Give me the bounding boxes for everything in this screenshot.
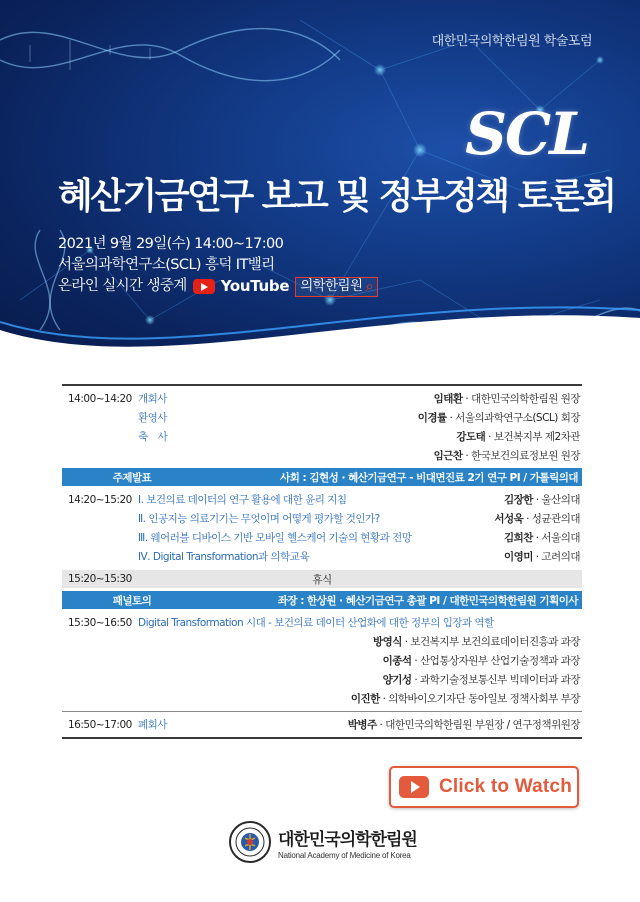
section-label: 패널토의 — [112, 594, 152, 607]
table-row — [62, 715, 582, 734]
role-cell: 축 사 — [138, 431, 168, 443]
speaker-cell: 강도태 · 보건복지부 제2차관 — [456, 431, 580, 443]
section-header-presentation — [62, 468, 582, 486]
panelist-cell: 양기성 · 과학기술정보통신부 빅데이터과 과장 — [382, 674, 580, 686]
panelist-cell: 방영식 · 보건복지부 보건의료데이터진흥과 과장 — [372, 636, 580, 648]
table-row — [62, 509, 582, 528]
talk-topic: Ⅰ. 보건의료 데이터의 연구 활용에 대한 윤리 지침 — [138, 494, 347, 506]
table-row — [62, 613, 582, 632]
click-to-watch-button[interactable] — [389, 766, 579, 808]
schedule-table — [62, 384, 582, 739]
break-row — [62, 570, 582, 588]
org-names — [278, 825, 417, 860]
stream-prefix: 온라인 실시간 생중계 — [58, 278, 187, 294]
play-icon — [399, 776, 429, 798]
speaker-cell: 이영미 · 고려의대 — [503, 551, 580, 563]
stream-info — [58, 276, 378, 297]
event-venue: 서울의과학연구소(SCL) 흥덕 IT밸리 — [58, 257, 275, 273]
panelist-cell: 이진한 · 의학바이오기자단 동아일보 정책사회부 부장 — [350, 693, 580, 705]
table-rule — [62, 737, 582, 739]
table-row — [62, 408, 582, 427]
table-row — [62, 651, 582, 670]
search-text: 의학한림원 — [300, 278, 363, 294]
event-info — [58, 234, 378, 297]
forum-label: 대한민국의학한림원 학술포럼 — [431, 34, 592, 49]
speaker-cell: 서성욱 · 성균관의대 — [494, 513, 580, 525]
hero-banner — [0, 0, 640, 372]
academy-emblem-icon — [228, 820, 272, 864]
click-to-watch-label: Click to Watch — [439, 776, 572, 797]
org-name-english: National Academy of Medicine of Korea — [278, 850, 411, 860]
time-cell: 14:20~15:20 — [68, 493, 132, 506]
panel-topic: Digital Transformation 시대 - 보건의료 데이터 산업화에 대한 정부의 입장과 역할 — [138, 617, 494, 629]
event-datetime: 2021년 9월 29일(수) 14:00~17:00 — [58, 236, 284, 252]
section-moderator: 좌장 : 한상원 · 혜산기금연구 총괄 PI / 대한민국의학한림원 기획이사 — [277, 594, 578, 607]
table-row — [62, 389, 582, 408]
speaker-cell: 임태환 · 대한민국의학한림원 원장 — [433, 393, 580, 405]
search-box[interactable] — [295, 277, 378, 297]
table-row — [62, 632, 582, 651]
section-label: 주제발표 — [112, 471, 152, 484]
table-row — [62, 490, 582, 509]
table-row — [62, 689, 582, 708]
break-label: 휴식 — [312, 573, 332, 586]
table-row — [62, 427, 582, 446]
time-cell: 14:00~14:20 — [68, 392, 132, 405]
panelist-cell: 이종석 · 산업통상자원부 산업기술정책과 과장 — [382, 655, 580, 667]
table-row — [62, 547, 582, 566]
talk-topic: Ⅳ. Digital Transformation과 의학교육 — [138, 551, 310, 563]
speaker-cell: 김장한 · 울산의대 — [503, 494, 580, 506]
event-title: 혜산기금연구 보고 및 정부정책 토론회 — [58, 176, 615, 217]
org-name-korean: 대한민국의학한림원 — [278, 829, 417, 850]
talk-topic: Ⅱ. 인공지능 의료기기는 무엇이며 어떻게 평가할 것인가? — [138, 513, 380, 525]
youtube-label: YouTube — [220, 277, 290, 295]
footer-org — [228, 820, 417, 864]
scl-logo: SCL — [465, 100, 588, 168]
time-cell: 15:20~15:30 — [68, 573, 132, 585]
speaker-cell: 박병주 · 대한민국의학한림원 부원장 / 연구정책위원장 — [347, 719, 580, 731]
role-cell: 개회사 — [138, 393, 167, 405]
speaker-cell: 이경률 · 서울의과학연구소(SCL) 회장 — [417, 412, 580, 424]
search-icon: ⌕ — [365, 277, 374, 295]
table-row — [62, 670, 582, 689]
talk-topic: Ⅲ. 웨어러블 디바이스 기반 모바일 헬스케어 기술의 현황과 전망 — [138, 532, 412, 544]
speaker-cell: 임근찬 · 한국보건의료정보원 원장 — [433, 450, 580, 462]
time-cell: 16:50~17:00 — [68, 718, 132, 731]
role-cell: 환영사 — [138, 412, 167, 424]
table-row — [62, 446, 582, 465]
table-row — [62, 528, 582, 547]
speaker-cell: 김희찬 · 서울의대 — [503, 532, 580, 544]
youtube-play-icon — [193, 279, 215, 294]
section-header-panel — [62, 591, 582, 609]
role-cell: 폐회사 — [138, 719, 167, 731]
time-cell: 15:30~16:50 — [68, 616, 132, 629]
section-moderator: 사회 : 김현성 · 혜산기금연구 - 비대면진료 2기 연구 PI / 가톨릭의대 — [280, 471, 578, 484]
